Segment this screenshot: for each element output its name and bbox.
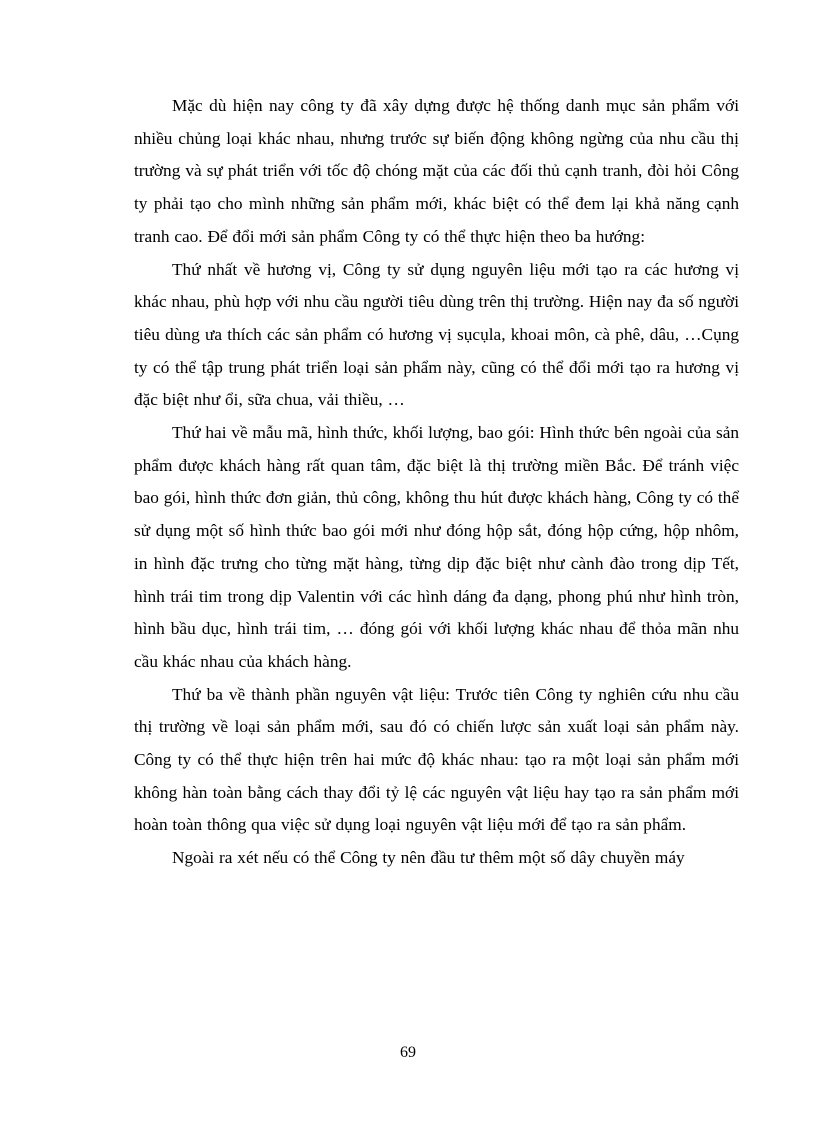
paragraph: Mặc dù hiện nay công ty đã xây dựng được hệ thống danh mục sản phẩm với nhiều chủng loại khác nhau, nhưng trước sự biến động không ngừng của nhu cầu thị trường và sự phát triển với tốc độ chóng mặt của các đối thủ cạnh tranh, đòi hỏi Công ty phải tạo cho mình những sản phẩm mới, khác biệt có thể đem lại khả năng cạnh tranh cao. Để đổi mới sản phẩm Công ty có thể thực hiện theo ba hướng:: [134, 96, 739, 246]
paragraph: Thứ ba về thành phần nguyên vật liệu: Trước tiên Công ty nghiên cứu nhu cầu thị trường về loại sản phẩm mới, sau đó có chiến lược sản xuất loại sản phẩm này. Công ty có thể thực hiện trên hai mức độ khác nhau: tạo ra một loại sản phẩm mới không hàn toàn bằng cách thay đổi tỷ lệ các nguyên vật liệu hay tạo ra sản phẩm mới hoàn toàn thông qua việc sử dụng loại nguyên vật liệu mới để tạo ra sản phẩm.: [134, 684, 739, 835]
paragraph: Thứ nhất về hương vị, Công ty sử dụng nguyên liệu mới tạo ra các hương vị khác nhau, phù hợp với nhu cầu người tiêu dùng trên thị trường. Hiện nay đa số người tiêu dùng ưa thích các sản phẩm có hương vị sụcụla, khoai môn, cà phê, dâu, …Cụng ty có thể tập trung phát triển loại sản phẩm này, cũng có thể đổi mới tạo ra hương vị đặc biệt như ổi, sữa chua, vải thiều, …: [134, 259, 739, 410]
page-number: 69: [400, 1044, 416, 1061]
paragraph: Thứ hai về mẫu mã, hình thức, khối lượng, bao gói: Hình thức bên ngoài của sản phẩm được khách hàng rất quan tâm, đặc biệt là thị trường miền Bắc. Để tránh việc bao gói, hình thức đơn giản, thủ công, không thu hút được khách hàng, Công ty có thể sử dụng một số hình thức bao gói mới như đóng hộp sắt, đóng hộp cứng, hộp nhôm, in hình đặc trưng cho từng mặt hàng, từng dịp đặc biệt như cành đào trong dịp Tết, hình trái tim trong dịp Valentin với các hình dáng đa dạng, phong phú như hình tròn, hình bầu dục, hình trái tim, … đóng gói với khối lượng khác nhau để thỏa mãn nhu cầu khác nhau của khách hàng.: [134, 423, 739, 671]
paragraph: Ngoài ra xét nếu có thể Công ty nên đầu tư thêm một số dây chuyền máy: [172, 848, 685, 868]
body-text: [134, 90, 739, 875]
